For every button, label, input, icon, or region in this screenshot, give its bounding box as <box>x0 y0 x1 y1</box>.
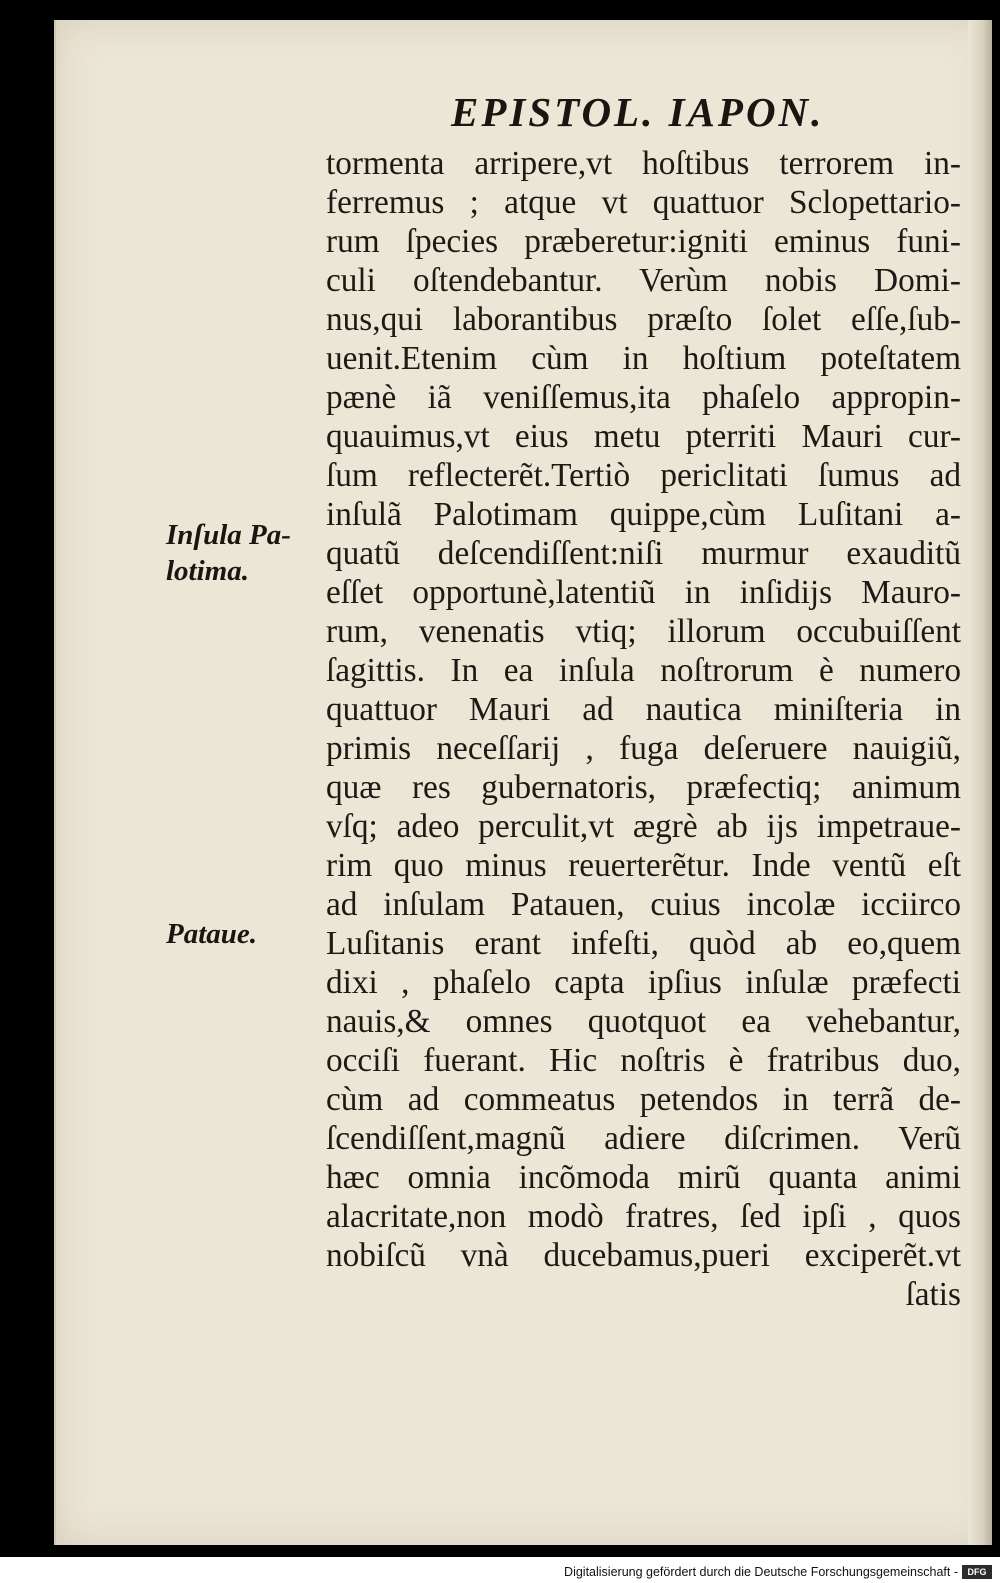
text-line: quattuor Mauri ad nautica miniſteria in <box>326 691 961 728</box>
text-line: rim quo minus reuerterẽtur. Inde ventũ eſt <box>326 847 961 884</box>
text-line: occiſi fuerant. Hic noſtris è fratribus duo, <box>326 1042 961 1079</box>
text-line: rum ſpecies præberetur:igniti eminus funi- <box>326 223 961 260</box>
catchword: ſatis <box>905 1276 961 1313</box>
text-line: vſq; adeo perculit,vt ægrè ab ijs impetraue- <box>326 808 961 845</box>
text-line: nus,qui laborantibus præſto ſolet eſſe,ſub- <box>326 301 961 338</box>
marginal-note-line: Inſula Pa- <box>166 519 291 551</box>
text-line: primis neceſſarij , fuga deſeruere nauigiũ, <box>326 730 961 767</box>
text-line: tormenta arripere,vt hoſtibus terrorem in- <box>326 145 961 182</box>
text-line: culi oſtendebantur. Verùm nobis Domi- <box>326 262 961 299</box>
text-line: eſſet opportunè,latentiũ in inſidijs Mauro- <box>326 574 961 611</box>
text-line: uenit.Etenim cùm in hoſtium poteſtatem <box>326 340 961 377</box>
marginal-note-insula-palotima <box>166 517 291 589</box>
dfg-logo: DFG <box>962 1565 992 1579</box>
book-page <box>54 20 992 1545</box>
text-line: nobiſcũ vnà ducebamus,pueri exciperẽt.vt <box>326 1237 961 1274</box>
running-header: EPISTOL. IAPON. <box>451 89 825 135</box>
marginal-note-pataue: Pataue. <box>166 918 258 950</box>
text-line: ſcendiſſent,magnũ adiere diſcrimen. Verũ <box>326 1120 961 1157</box>
body-text <box>326 144 961 1314</box>
footer-credit: Digitalisierung gefördert durch die Deutsche Forschungsgemeinschaft - <box>564 1565 958 1579</box>
text-line: ſagittis. In ea inſula noſtrorum è numero <box>326 652 961 689</box>
text-line: cùm ad commeatus petendos in terrã de- <box>326 1081 961 1118</box>
text-line: inſulã Palotimam quippe,cùm Luſitani a- <box>326 496 961 533</box>
page-spine-shadow <box>968 20 992 1545</box>
marginal-note-line: lotima. <box>166 555 249 587</box>
text-line: pænè iã veniſſemus,ita phaſelo appropin- <box>326 379 961 416</box>
text-line: quæ res gubernatoris, præfectiq; animum <box>326 769 961 806</box>
digitization-footer <box>0 1557 1000 1583</box>
text-line: Luſitanis erant infeſti, quòd ab eo,quem <box>326 925 961 962</box>
text-line: alacritate,non modò fratres, ſed ipſi , quos <box>326 1198 961 1235</box>
text-line: ad inſulam Patauen, cuius incolæ icciirco <box>326 886 961 923</box>
text-line: quatũ deſcendiſſent:niſi murmur exauditũ <box>326 535 961 572</box>
text-line: dixi , phaſelo capta ipſius inſulæ præfecti <box>326 964 961 1001</box>
text-line: nauis,& omnes quotquot ea vehebantur, <box>326 1003 961 1040</box>
text-line: ſum reflecterẽt.Tertiò periclitati ſumus ad <box>326 457 961 494</box>
text-line: quauimus,vt eius metu pterriti Mauri cur- <box>326 418 961 455</box>
text-line: hæc omnia incõmoda mirũ quanta animi <box>326 1159 961 1196</box>
text-line: rum, venenatis vtiq; illorum occubuiſſent <box>326 613 961 650</box>
text-line: ferremus ; atque vt quattuor Sclopettario- <box>326 184 961 221</box>
